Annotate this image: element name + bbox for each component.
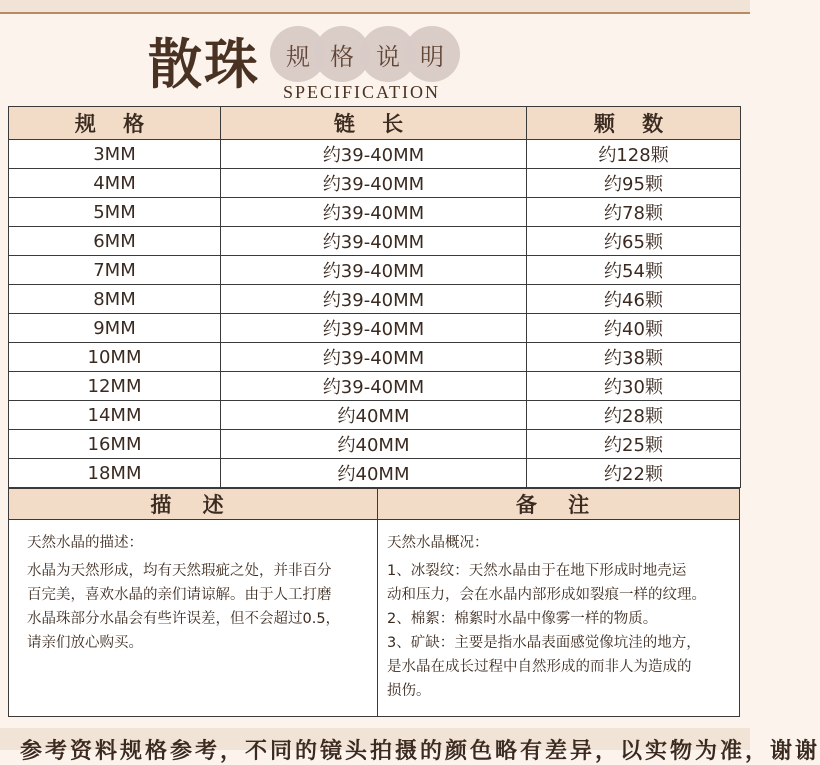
cell-size: 5MM xyxy=(9,198,221,227)
cell-length: 约39-40MM xyxy=(221,256,527,285)
table-row xyxy=(9,314,741,343)
notes-line: 1、冰裂纹：天然水晶由于在地下形成时地壳运 xyxy=(387,563,687,579)
table-row xyxy=(9,343,741,372)
cell-count: 约78颗 xyxy=(527,198,741,227)
cell-length: 约39-40MM xyxy=(221,343,527,372)
description-line: 百完美，喜欢水晶的亲们请谅解。由于人工打磨 xyxy=(27,587,332,603)
cell-length: 约39-40MM xyxy=(221,314,527,343)
spec-table xyxy=(8,106,741,488)
description-line: 水晶珠部分水晶会有些许误差，但不会超过0.5， xyxy=(27,611,341,627)
cell-size: 6MM xyxy=(9,227,221,256)
circle-char-2: 格 xyxy=(314,26,370,82)
cell-size: 14MM xyxy=(9,401,221,430)
cell-count: 约46颗 xyxy=(527,285,741,314)
section-divider xyxy=(377,489,378,716)
cell-size: 12MM xyxy=(9,372,221,401)
table-row xyxy=(9,372,741,401)
info-section xyxy=(8,488,740,717)
table-row xyxy=(9,256,741,285)
description-line: 请亲们放心购买。 xyxy=(27,635,143,651)
column-header-length: 链 长 xyxy=(221,107,527,140)
column-header-count: 颗 数 xyxy=(527,107,741,140)
header xyxy=(0,14,750,106)
notes-line: 3、矿缺：主要是指水晶表面感觉像坑洼的地方， xyxy=(387,635,701,651)
cell-size: 3MM xyxy=(9,140,221,169)
notes-line: 损伤。 xyxy=(387,683,431,699)
cell-length: 约40MM xyxy=(221,430,527,459)
cell-length: 约39-40MM xyxy=(221,227,527,256)
notes-line: 2、棉絮：棉絮时水晶中像雾一样的物质。 xyxy=(387,611,658,627)
spec-title-circles xyxy=(270,26,460,82)
description-panel xyxy=(27,531,372,655)
cell-size: 8MM xyxy=(9,285,221,314)
cell-length: 约40MM xyxy=(221,459,527,488)
notes-line: 是水晶在成长过程中自然形成的而非人为造成的 xyxy=(387,659,692,675)
footer-banner xyxy=(0,728,820,764)
table-row xyxy=(9,459,741,488)
description-header: 描 述 xyxy=(9,489,377,520)
cell-length: 约40MM xyxy=(221,401,527,430)
page-subtitle: SPECIFICATION xyxy=(283,82,441,102)
page-title: 散珠 xyxy=(148,32,260,96)
circle-char-1: 规 xyxy=(270,26,326,82)
notes-line: 动和压力，会在水晶内部形成如裂痕一样的纹理。 xyxy=(387,587,706,603)
table-row xyxy=(9,401,741,430)
cell-length: 约39-40MM xyxy=(221,372,527,401)
cell-count: 约40颗 xyxy=(527,314,741,343)
column-header-size: 规 格 xyxy=(9,107,221,140)
cell-size: 18MM xyxy=(9,459,221,488)
table-row xyxy=(9,169,741,198)
top-border xyxy=(0,0,750,14)
circle-char-3: 说 xyxy=(360,26,416,82)
cell-length: 约39-40MM xyxy=(221,169,527,198)
table-row xyxy=(9,227,741,256)
cell-count: 约95颗 xyxy=(527,169,741,198)
table-row xyxy=(9,285,741,314)
table-header-row xyxy=(9,107,741,140)
cell-count: 约28颗 xyxy=(527,401,741,430)
circle-char-4: 明 xyxy=(404,26,460,82)
cell-count: 约65颗 xyxy=(527,227,741,256)
cell-length: 约39-40MM xyxy=(221,198,527,227)
cell-count: 约128颗 xyxy=(527,140,741,169)
table-row xyxy=(9,430,741,459)
table-row xyxy=(9,140,741,169)
cell-count: 约25颗 xyxy=(527,430,741,459)
cell-count: 约22颗 xyxy=(527,459,741,488)
table-body xyxy=(9,140,741,488)
cell-length: 约39-40MM xyxy=(221,285,527,314)
cell-size: 4MM xyxy=(9,169,221,198)
cell-size: 7MM xyxy=(9,256,221,285)
cell-size: 9MM xyxy=(9,314,221,343)
description-line: 天然水晶的描述： xyxy=(27,535,143,551)
cell-size: 16MM xyxy=(9,430,221,459)
notes-header: 备 注 xyxy=(378,489,739,520)
cell-count: 约38颗 xyxy=(527,343,741,372)
notes-line: 天然水晶概况： xyxy=(387,535,489,551)
cell-size: 10MM xyxy=(9,343,221,372)
cell-count: 约30颗 xyxy=(527,372,741,401)
notes-panel xyxy=(387,531,737,703)
footer-text: 参考资料规格参考，不同的镜头拍摄的颜色略有差异，以实物为准，谢谢 xyxy=(20,739,820,764)
description-line: 水晶为天然形成，均有天然瑕疵之处，并非百分 xyxy=(27,563,332,579)
table-row xyxy=(9,198,741,227)
cell-count: 约54颗 xyxy=(527,256,741,285)
cell-length: 约39-40MM xyxy=(221,140,527,169)
